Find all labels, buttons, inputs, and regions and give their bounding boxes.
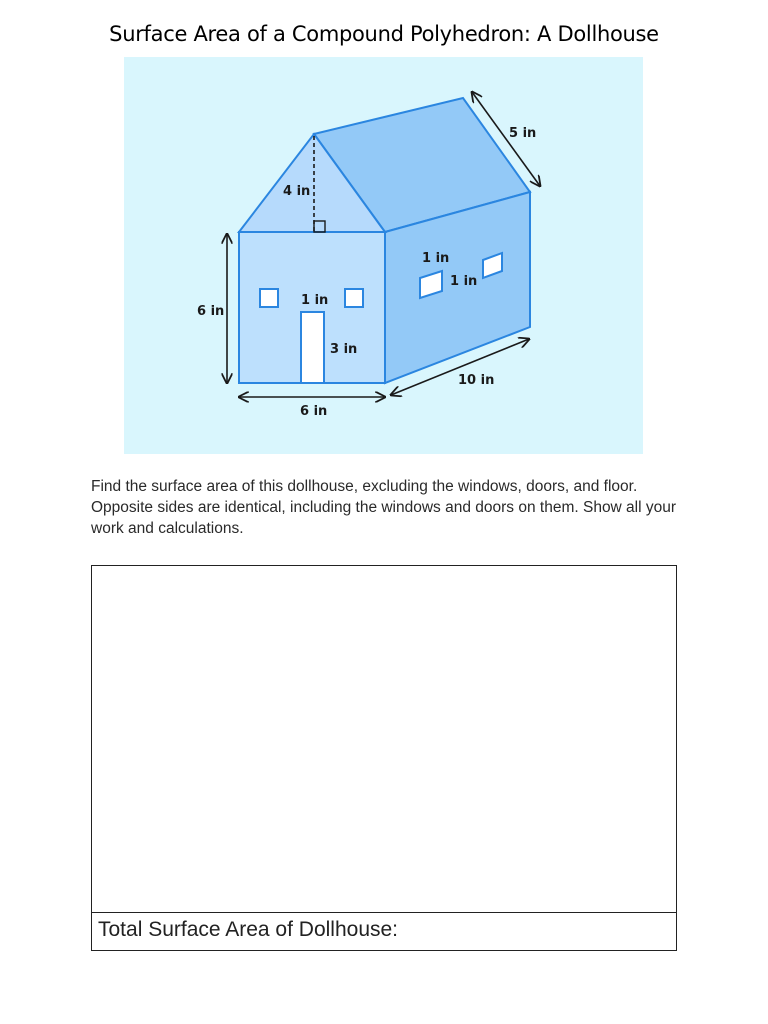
label-front-width: 6 in bbox=[300, 404, 328, 419]
label-wall-height: 6 in bbox=[197, 304, 225, 319]
label-front-window-side: 1 in bbox=[301, 293, 329, 308]
dollhouse-diagram bbox=[124, 57, 643, 454]
instructions-text: Find the surface area of this dollhouse, excluding the windows, doors, and floor. Opposite sides are identical, including the windows and doors on them. Show all your work and calculations. bbox=[91, 478, 677, 537]
label-roof-slant: 5 in bbox=[509, 126, 537, 141]
label-roof-height: 4 in bbox=[283, 184, 311, 199]
work-area[interactable] bbox=[92, 566, 676, 913]
label-side-window-b: 1 in bbox=[450, 274, 478, 289]
label-door-height: 3 in bbox=[330, 342, 358, 357]
front-window-right bbox=[345, 289, 363, 307]
answer-label: Total Surface Area of Dollhouse: bbox=[98, 918, 399, 941]
page-title: Surface Area of a Compound Polyhedron: A Dollhouse bbox=[109, 22, 659, 46]
answer-input[interactable] bbox=[432, 916, 676, 948]
work-box bbox=[91, 565, 677, 951]
answer-row bbox=[92, 912, 676, 950]
front-door bbox=[301, 312, 324, 383]
front-window-left bbox=[260, 289, 278, 307]
label-depth: 10 in bbox=[458, 373, 495, 388]
dollhouse-svg bbox=[124, 57, 643, 454]
label-side-window-a: 1 in bbox=[422, 251, 450, 266]
